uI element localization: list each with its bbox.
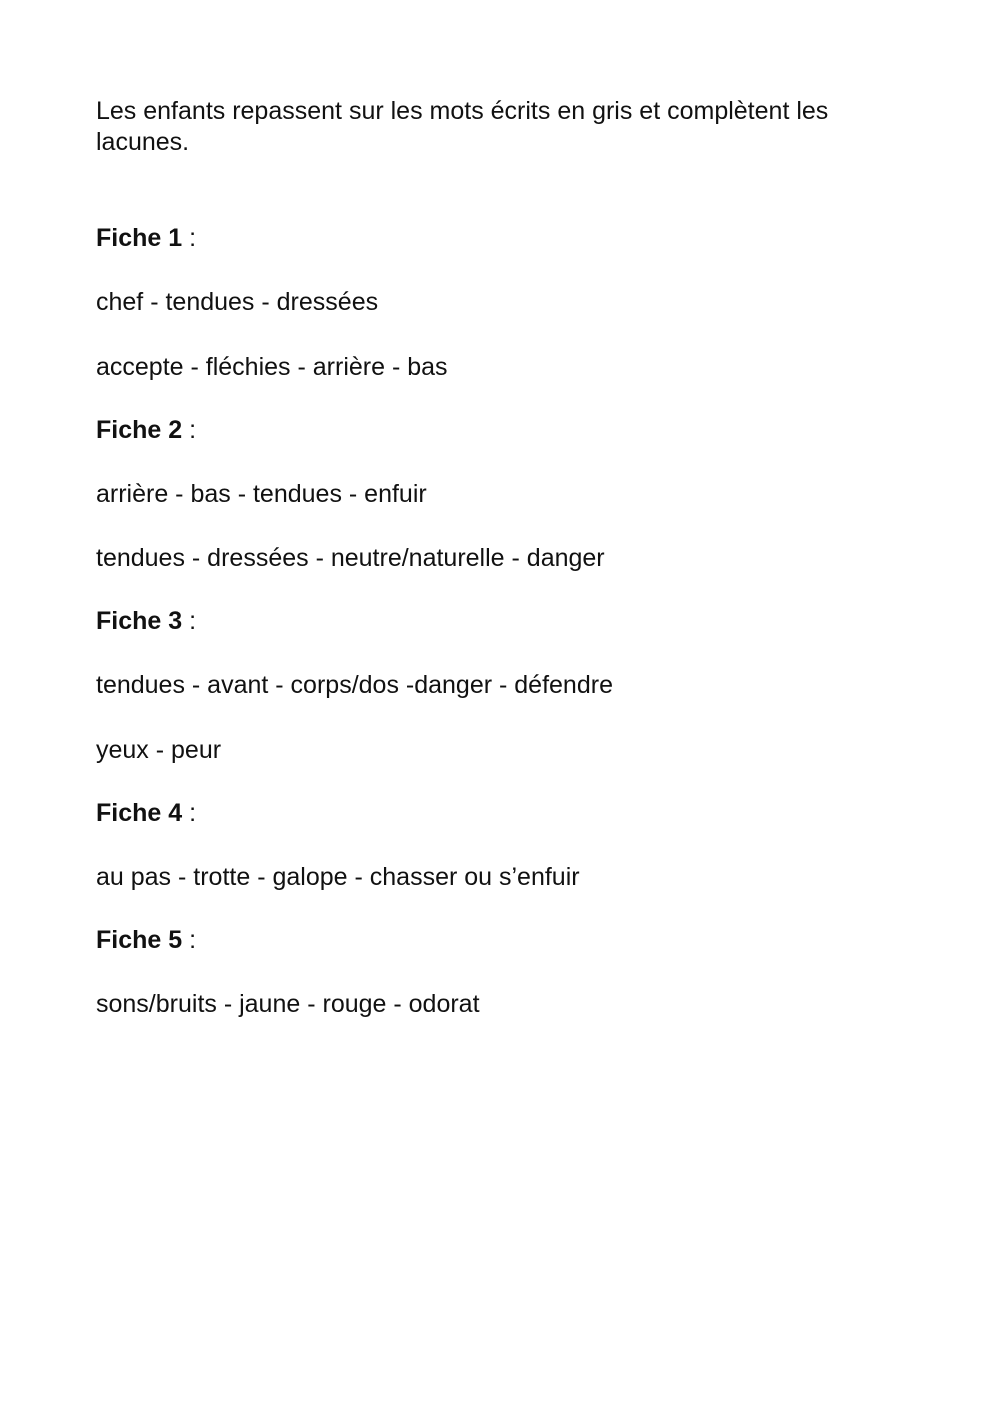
fiche-4-label: Fiche 4 <box>96 799 183 827</box>
fiche-2-label: Fiche 2 <box>96 416 183 444</box>
fiche-3-line-1: tendues - avant - corps/dos -danger - défendre <box>96 671 613 699</box>
fiche-1-label: Fiche 1 <box>96 224 183 252</box>
fiche-3-colon: : <box>182 607 197 635</box>
fiche-4-colon: : <box>182 799 197 827</box>
fiche-3-label: Fiche 3 <box>96 607 183 635</box>
fiche-5-label: Fiche 5 <box>96 926 183 954</box>
fiche-2-line-2: tendues - dressées - neutre/naturelle - danger <box>96 544 605 572</box>
fiche-4-line-1: au pas - trotte - galope - chasser ou s’enfuir <box>96 863 580 891</box>
fiche-1-colon: : <box>182 224 197 252</box>
fiche-1-line-1: chef - tendues - dressées <box>96 288 379 316</box>
fiche-2-heading <box>96 415 196 446</box>
fiche-5-line-1: sons/bruits - jaune - rouge - odorat <box>96 990 480 1018</box>
fiche-5-heading <box>96 925 196 956</box>
fiche-2-line-1: arrière - bas - tendues - enfuir <box>96 480 427 508</box>
fiche-1-heading <box>96 223 196 254</box>
fiche-1-line-2: accepte - fléchies - arrière - bas <box>96 353 448 381</box>
fiche-3-line-2: yeux - peur <box>96 736 222 764</box>
fiche-3-heading <box>96 606 196 637</box>
document-page <box>96 0 896 1414</box>
fiche-5-colon: : <box>182 926 197 954</box>
fiche-2-colon: : <box>182 416 197 444</box>
intro-paragraph: Les enfants repassent sur les mots écrits en gris et complètent les lacunes. <box>96 97 829 156</box>
fiche-4-heading <box>96 798 196 829</box>
